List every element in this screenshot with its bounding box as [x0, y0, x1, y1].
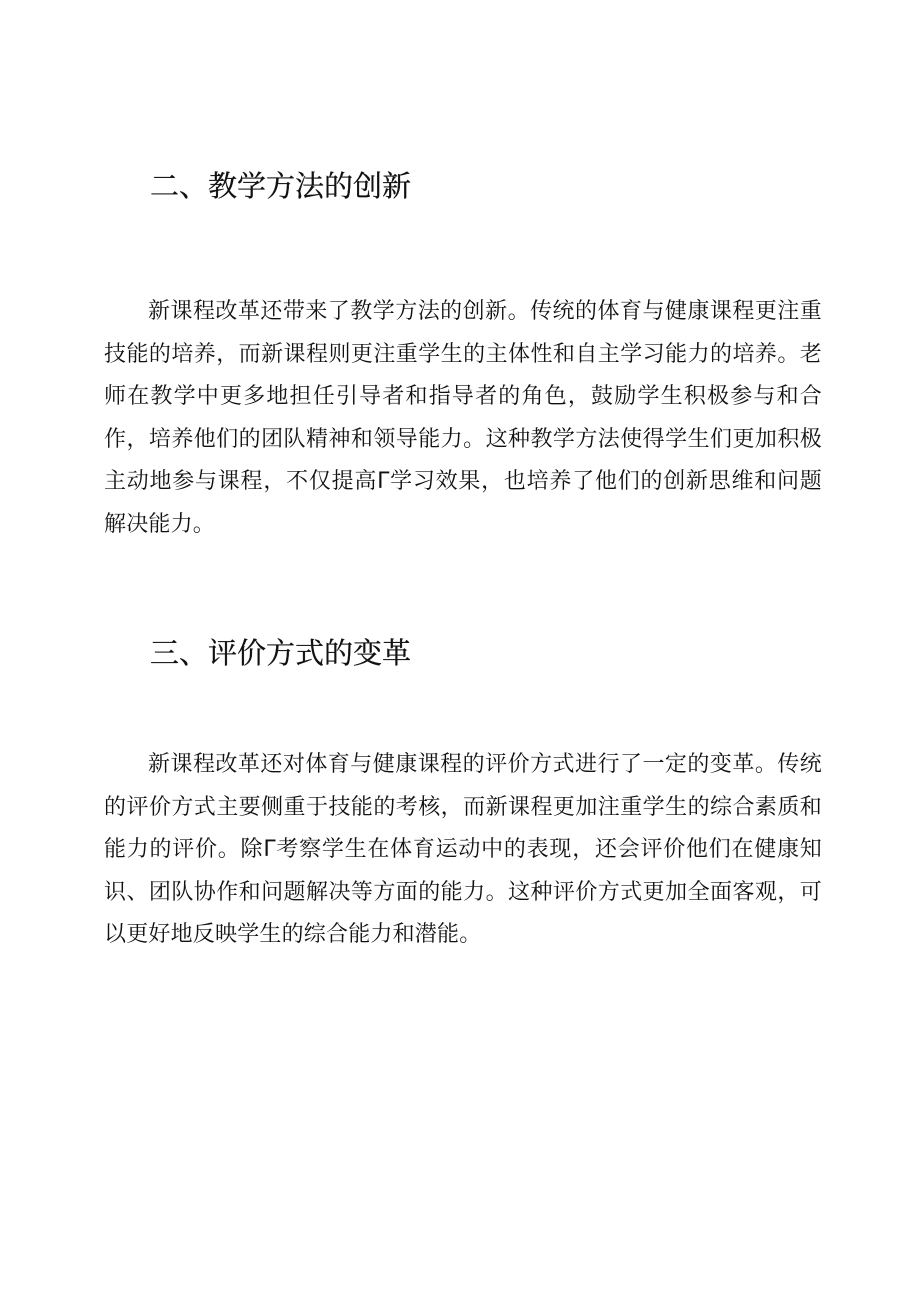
section-evaluation-methods: [0, 630, 920, 957]
section-teaching-methods: [0, 163, 920, 546]
section-paragraph: 新课程改革还对体育与健康课程的评价方式进行了一定的变革。传统的评价方式主要侧重于技能的考核，而新课程更加注重学生的综合素质和能力的评价。除Γ考察学生在体育运动中的表现，还会评价他们在健康知识、团队协作和问题解决等方面的能力。这种评价方式更加全面客观，可以更好地反映学生的综合能力和潜能。: [104, 752, 822, 947]
section-heading: 三、评价方式的变革: [150, 636, 412, 670]
section-heading: 二、教学方法的创新: [150, 169, 412, 203]
section-paragraph: 新课程改革还带来了教学方法的创新。传统的体育与健康课程更注重技能的培养，而新课程则更注重学生的主体性和自主学习能力的培养。老师在教学中更多地担任引导者和指导者的角色，鼓励学生积极参与和合作，培养他们的团队精神和领导能力。这种教学方法使得学生们更加积极主动地参与课程，不仅提高Γ学习效果，也培养了他们的创新思维和问题解决能力。: [104, 299, 822, 537]
